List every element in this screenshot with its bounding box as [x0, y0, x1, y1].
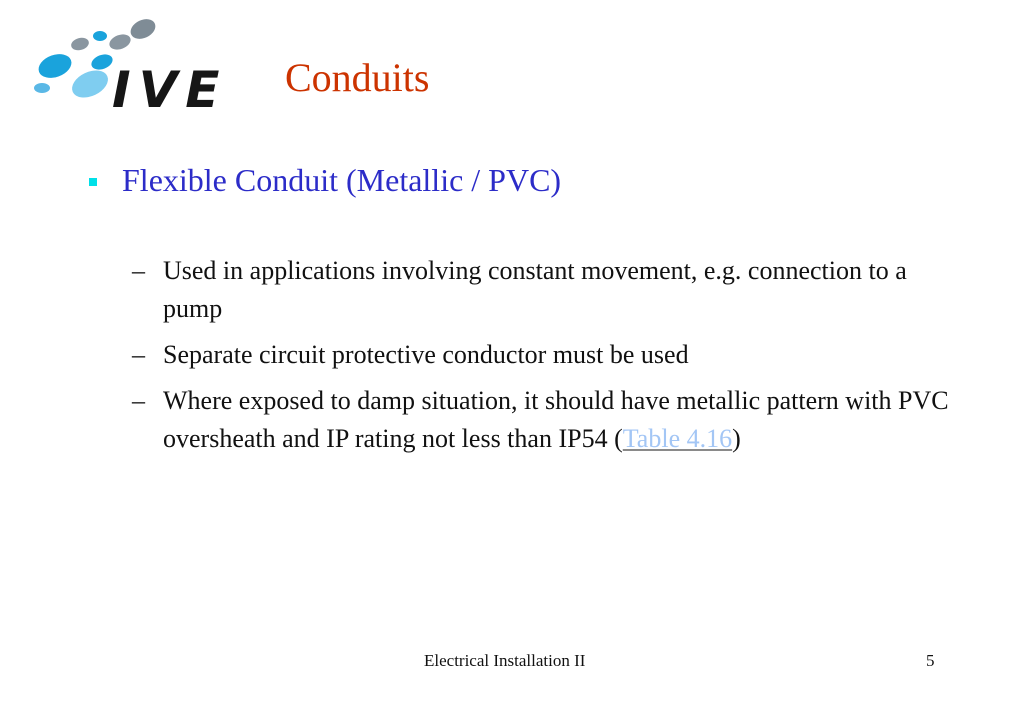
dash-marker: –	[132, 340, 145, 369]
dash-marker: –	[132, 386, 145, 415]
sub-point-text: Used in applications involving constant movement, e.g. connection to a pump	[163, 256, 907, 323]
sub-point-text-end: )	[732, 424, 741, 453]
table-link[interactable]: Table 4.16	[622, 424, 733, 453]
sub-point-list	[132, 252, 952, 466]
sub-point	[132, 252, 952, 328]
sub-point	[132, 382, 952, 458]
sub-point-text: Where exposed to damp situation, it should have metallic pattern with PVC oversheath and IP rating not less than IP54 (	[163, 386, 949, 453]
footer-title: Electrical Installation II	[424, 651, 586, 670]
square-bullet-icon	[89, 178, 97, 186]
bullet-text: Flexible Conduit (Metallic / PVC)	[122, 162, 562, 198]
ive-logo	[20, 14, 260, 114]
page-number: 5	[926, 651, 935, 670]
sub-point	[132, 336, 952, 374]
dash-marker: –	[132, 256, 145, 285]
slide-title: Conduits	[285, 55, 430, 100]
sub-point-text: Separate circuit protective conductor must be used	[163, 340, 689, 369]
logo-text: IVE	[112, 61, 228, 114]
